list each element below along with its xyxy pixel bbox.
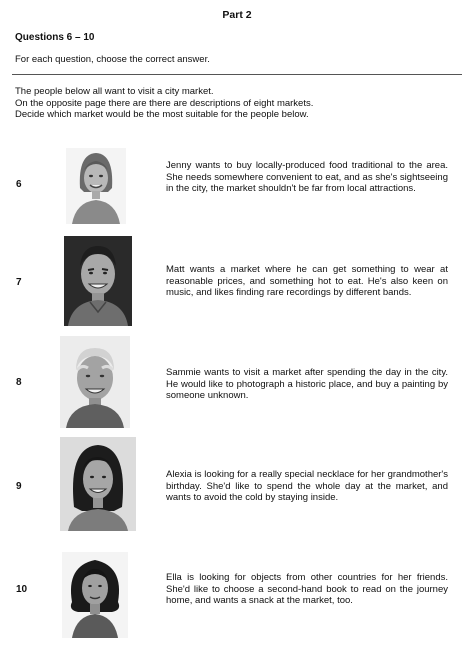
photo-matt: [64, 236, 132, 326]
intro-line-2: On the opposite page there are there are descriptions of eight markets.: [15, 97, 314, 109]
question-number-7: 7: [16, 277, 22, 288]
questions-title: Questions 6 – 10: [15, 32, 95, 43]
divider: [12, 74, 462, 75]
part-title: Part 2: [222, 9, 252, 21]
intro-line-1: The people below all want to visit a city market.: [15, 86, 214, 97]
question-number-8: 8: [16, 377, 22, 388]
question-text-10: Ella is looking for objects from other countries for her friends. She'd like to choose a second-hand book to read on the journey home, and wants a snack at the market, too.: [166, 572, 448, 606]
question-text-9: Alexia is looking for a really special necklace for her grandmother's birthday. She'd like to spend the whole day at the market, and wants to avoid the cold by staying inside.: [166, 469, 448, 503]
question-number-9: 9: [16, 481, 22, 492]
intro-text: [15, 86, 455, 121]
photo-ella: [62, 552, 128, 638]
photo-jenny: [66, 148, 126, 224]
question-text-7: Matt wants a market where he can get something to wear at reasonable prices, and something hot to eat. He's also keen on music, and likes finding rare recordings by different bands.: [166, 264, 448, 298]
question-text-8: Sammie wants to visit a market after spending the day in the city. He would like to photograph a historic place, and buy a painting by someone unknown.: [166, 367, 448, 401]
question-text-6: Jenny wants to buy locally-produced food traditional to the area. She needs somewhere convenient to eat, and as she's sightseeing in the city, the market shouldn't be far from local attractions.: [166, 160, 448, 194]
question-number-6: 6: [16, 179, 22, 190]
intro-line-3: Decide which market would be the most suitable for the people below.: [15, 109, 309, 120]
instruction-text: For each question, choose the correct answer.: [15, 54, 210, 65]
question-number-10: 10: [16, 584, 28, 595]
photo-alexia: [60, 437, 136, 531]
photo-sammie: [60, 336, 130, 428]
